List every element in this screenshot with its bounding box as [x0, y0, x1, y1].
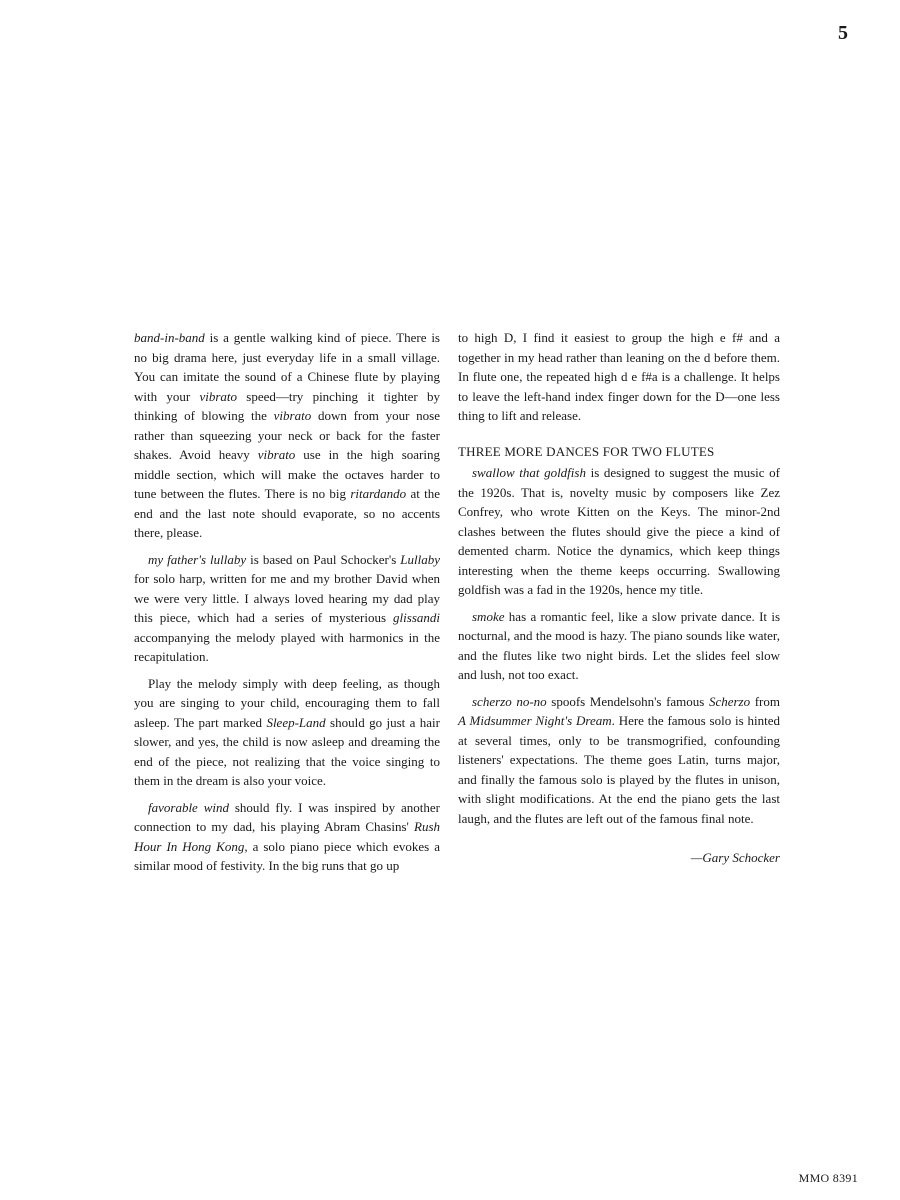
- paragraph-text: should go just a hair slower, and yes, the child is now asleep and dreaming the end of the piece, not realizing that the voice singing to them in the dream is also your voice.: [134, 714, 441, 788]
- paragraph-text: from: [750, 693, 780, 709]
- paragraph-text: is based on Paul Schocker's: [246, 551, 401, 567]
- piece-title: swallow that goldfish: [472, 465, 586, 480]
- left-column: [134, 328, 440, 883]
- paragraph-band-in-band: [134, 328, 440, 543]
- piece-title: my father's lullaby: [148, 551, 247, 567]
- paragraph-swallow-that-goldfish: [458, 463, 780, 600]
- paragraph-text: for solo harp, written for me and my brother David when we were very little. I always loved hearing my dad play this piece, which had a series of mysterious: [134, 571, 440, 625]
- term: vibrato: [273, 408, 312, 423]
- paragraph-smoke: [458, 607, 780, 685]
- author-signature: —Gary Schocker: [690, 850, 780, 865]
- paragraph-text: accompanying the melody played with harmonics in the recapitulation.: [134, 629, 440, 664]
- piece-title: smoke: [472, 608, 505, 624]
- paragraph-text: . Here the famous solo is hinted at several times, only to be transmogrified, confounding listeners' expectations. The theme goes Latin, turns major, and finally the famous solo is played by the flutes in unison, with slight modifications. At the end the piano gets the last laugh, and the flutes are left out of the famous final note.: [458, 713, 781, 826]
- paragraph-text: is designed to suggest the music of the 1920s. That is, novelty music by composers like Zez Confrey, who wrote Kitten on the Keys. The minor-2nd clashes between the flutes should give the piece a kind of demented charm. Notice the dynamics, which keep things interesting when the theme keeps occurring. Swallowing goldfish was a fad in the 1920s, hence my title.: [458, 465, 780, 597]
- paragraph-play-melody: [134, 674, 440, 791]
- paragraph-text: use in the high soaring middle section, which will make the octaves harder to tune between the flutes. There is no big: [134, 447, 440, 501]
- section-heading: THREE MORE DANCES FOR TWO FLUTES: [458, 443, 715, 459]
- term: glissandi: [393, 610, 440, 625]
- paragraph-text: spoofs Mendelsohn's famous: [546, 693, 709, 709]
- paragraph-favorable-wind: [134, 798, 440, 876]
- term: Rush Hour In Hong Kong: [134, 819, 440, 854]
- paragraph-continued: to high D, I find it easiest to group the high e f# and a together in my head rather than leaning on the d before them. In flute one, the repeated high d e f#a is a challenge. It helps to leave the left-hand index finger down for the D—one less thing to lift and release.: [458, 330, 780, 423]
- term: vibrato: [199, 388, 238, 404]
- right-column: [458, 328, 780, 868]
- paragraph-text: down from your nose rather than squeezing your neck or back for the faster shakes. Avoid heavy: [134, 408, 440, 462]
- piece-title: band-in-band: [134, 330, 205, 345]
- piece-title: favorable wind: [148, 799, 229, 815]
- paragraph-text: speed—try pinching it tighter by thinking of blowing the: [134, 388, 440, 423]
- term: Lullaby: [400, 551, 441, 567]
- paragraph-text: at the end and the last note should evaporate, so no accents there, please.: [134, 486, 440, 540]
- paragraph-text: should fly. I was inspired by another connection to my dad, his playing Abram Chasins': [134, 799, 440, 834]
- paragraph-text: Play the melody simply with deep feeling, as though you are singing to your child, encouraging them to fall asleep. The part marked: [134, 675, 440, 730]
- paragraph-my-fathers-lullaby: [134, 550, 440, 667]
- term: A Midsummer Night's Dream: [458, 713, 612, 728]
- paragraph-scherzo-no-no: [458, 692, 780, 829]
- term: ritardando: [350, 486, 407, 501]
- term: Sleep-Land: [266, 714, 326, 730]
- paragraph-text: has a romantic feel, like a slow private dance. It is nocturnal, and the mood is hazy. The piano sounds like water, and the flutes like two night birds. Let the slides feel slow and lush, not too exact.: [458, 608, 780, 682]
- piece-title: scherzo no-no: [472, 693, 547, 709]
- footer-catalog-code: MMO 8391: [798, 1171, 858, 1185]
- page-number: 5: [838, 22, 848, 44]
- paragraph-text: is a gentle walking kind of piece. There is no big drama here, just everyday life in a small village. You can imitate the sound of a Chinese flute by playing with your: [134, 330, 440, 404]
- term: vibrato: [257, 447, 296, 462]
- paragraph-text: , a solo piano piece which evokes a similar mood of festivity. In the big runs that go up: [134, 838, 440, 873]
- term: Scherzo: [708, 693, 751, 709]
